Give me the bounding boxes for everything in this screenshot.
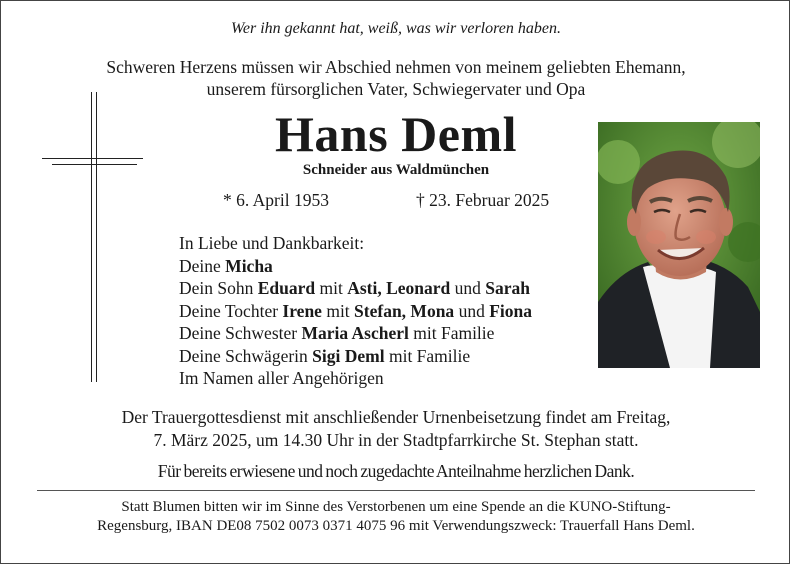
mourner-text: Dein Sohn bbox=[179, 278, 258, 298]
mourner-name: Sarah bbox=[485, 278, 531, 298]
mourner-text: Deine Schwester bbox=[179, 323, 302, 343]
thanks-text: Für bereits erwiesene und noch zugedachte Anteilnahme herzlichen Dank. bbox=[157, 461, 635, 481]
mourner-text: Im Namen aller Angehörigen bbox=[179, 368, 384, 388]
service-line-2: 7. März 2025, um 14.30 Uhr in der Stadtpfarrkirche St. Stephan statt. bbox=[153, 430, 639, 450]
deceased-profession: Schneider aus Waldmünchen bbox=[302, 162, 490, 178]
mourner-name: Fiona bbox=[489, 300, 532, 321]
divider bbox=[37, 490, 755, 491]
birth-date: * 6. April 1953 bbox=[223, 190, 329, 210]
mourner-name: Asti, Leonard bbox=[347, 278, 451, 298]
mourner-text: Deine Schwägerin bbox=[179, 345, 313, 366]
mourner-text: und bbox=[450, 278, 486, 298]
deceased-name: Hans Deml bbox=[275, 106, 517, 162]
mourners-list bbox=[179, 232, 532, 390]
mourner-line bbox=[179, 255, 532, 278]
donation-line-2: Regensburg, IBAN DE08 7502 0073 0371 4075 96 mit Verwendungszweck: Trauerfall Hans Deml. bbox=[97, 518, 695, 534]
mourner-text: mit Familie bbox=[384, 345, 471, 366]
donation-notice bbox=[1, 498, 790, 536]
mourner-line bbox=[179, 300, 532, 323]
mourner-text: Deine Tochter bbox=[179, 300, 283, 321]
mourner-name: Irene bbox=[282, 300, 322, 321]
mourner-line bbox=[179, 345, 532, 368]
intro-line-2: unserem fürsorglichen Vater, Schwiegervater und Opa bbox=[206, 79, 586, 99]
mourner-name: Maria Ascherl bbox=[301, 323, 409, 343]
mourner-name: Eduard bbox=[257, 278, 316, 298]
death-date: † 23. Februar 2025 bbox=[416, 190, 550, 210]
service-announcement bbox=[1, 406, 790, 452]
mourner-name: Micha bbox=[225, 255, 273, 276]
mourner-text: und bbox=[454, 300, 490, 321]
mourner-line bbox=[179, 277, 532, 300]
mourner-line bbox=[179, 367, 532, 390]
motto: Wer ihn gekannt hat, weiß, was wir verloren haben. bbox=[231, 20, 561, 37]
intro-text bbox=[1, 56, 790, 100]
service-line-1: Der Trauergottesdienst mit anschließender Urnenbeisetzung findet am Freitag, bbox=[121, 407, 671, 427]
mourner-text: mit bbox=[321, 300, 355, 321]
mourner-line bbox=[179, 322, 532, 345]
mourner-text: Deine bbox=[179, 255, 226, 276]
mourners-heading: In Liebe und Dankbarkeit: bbox=[179, 233, 365, 253]
portrait-image bbox=[598, 122, 760, 368]
mourner-name: Sigi Deml bbox=[312, 345, 385, 366]
portrait-photo bbox=[598, 122, 760, 368]
mourner-text: mit bbox=[315, 278, 348, 298]
mourner-name: Stefan, Mona bbox=[354, 300, 455, 321]
intro-line-1: Schweren Herzens müssen wir Abschied nehmen von meinem geliebten Ehemann, bbox=[106, 57, 686, 77]
donation-line-1: Statt Blumen bitten wir im Sinne des Verstorbenen um eine Spende an die KUNO-Stiftung- bbox=[121, 499, 671, 515]
mourner-text: mit Familie bbox=[408, 323, 495, 343]
